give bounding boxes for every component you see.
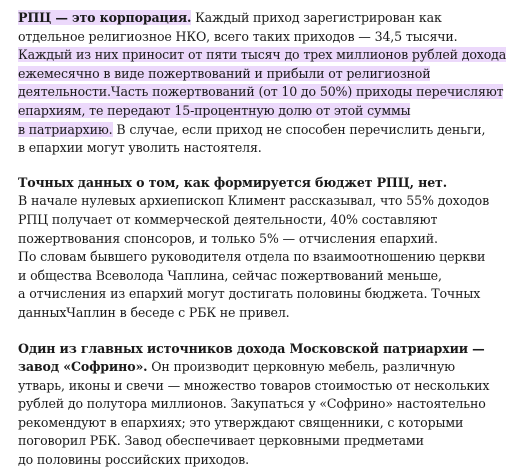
highlighted-text: Каждый из них приносит от пяти тысяч до трех миллионов рублей дохода [18,47,506,63]
bold-lead: завод «Софрино». [18,359,148,375]
text-run: поговорил РБК. Завод обеспечивает церковными предметами [18,433,424,449]
text-line [18,102,411,121]
text-line [18,451,398,470]
text-run: РПЦ получает от коммерческой деятельности, 40% составляют [18,211,438,227]
text-line [18,65,431,84]
text-line [18,395,486,414]
text-line [18,267,442,286]
text-run: рублей до полутора миллионов. Закупаться у «Софрино» настоятельно [18,396,486,412]
text-run: рекомендуют в епархиях; это утверждают священники, с которыми [18,414,464,430]
text-run: По словам бывшего руководителя отдела по взаимоотношению церкви [18,249,486,265]
text-line [18,432,424,451]
text-line [18,121,486,140]
text-run: Он производит церковную мебель, различную [147,359,455,375]
text-line [18,211,438,230]
article-body [18,9,506,470]
highlighted-text: в патриархию. [18,121,113,137]
text-line [18,358,455,377]
highlighted-bold-lead: РПЦ — это корпорация. [18,10,192,25]
text-run: В случае, если приход не способен перечислить деньги, [112,121,486,137]
text-line [18,377,490,396]
text-run: и общества Всеволода Чаплина, сейчас пожертвований меньше, [18,267,442,283]
text-line [18,248,486,267]
text-run: пожертвования спонсоров, и только 5% — отчисления епархий. [18,230,438,246]
text-line [18,83,504,102]
text-line [18,192,490,211]
highlighted-text: деятельности.Часть пожертвований (от 10 до 50%) приходы перечисляют [18,84,504,100]
text-run: а отчисления из епархий могут достигать половины бюджета. Точных [18,286,481,302]
text-run: утварь, иконы и свечи — множество товаров стоимостью от нескольких [18,377,490,393]
text-line [18,414,464,433]
text-run: В начале нулевых архиепископ Климент рассказывал, что 55% доходов [18,193,490,209]
text-line [18,9,442,28]
paragraph-corporation [18,9,506,158]
text-line [18,28,458,47]
text-line [18,230,438,249]
text-line [18,304,398,323]
highlighted-text: епархиям, те передают 15-процентную долю от этой суммы [18,102,411,118]
text-run: до половины российских приходов. [18,452,249,468]
text-run: Каждый приход зарегистрирован как [191,10,442,25]
bold-lead: Точных данных о том, как формируется бюджет РПЦ, нет. [18,174,447,190]
text-run: отдельное религиозное НКО, всего таких приходов — 34,5 тысячи. [18,28,458,44]
text-line [18,139,398,158]
text-line [18,46,506,65]
bold-lead: Один из главных источников дохода Московской патриархии — [18,340,485,356]
highlighted-text: ежемесячно в виде пожертвований и прибыли от религиозной [18,65,431,81]
text-line [18,340,485,359]
text-run: данныхЧаплин в беседе с РБК не привел. [18,304,290,320]
text-line [18,285,481,304]
paragraph-sofrino [18,340,490,470]
text-run: в епархии могут уволить настоятеля. [18,140,262,156]
paragraph-budget [18,174,490,323]
text-line [18,174,447,193]
